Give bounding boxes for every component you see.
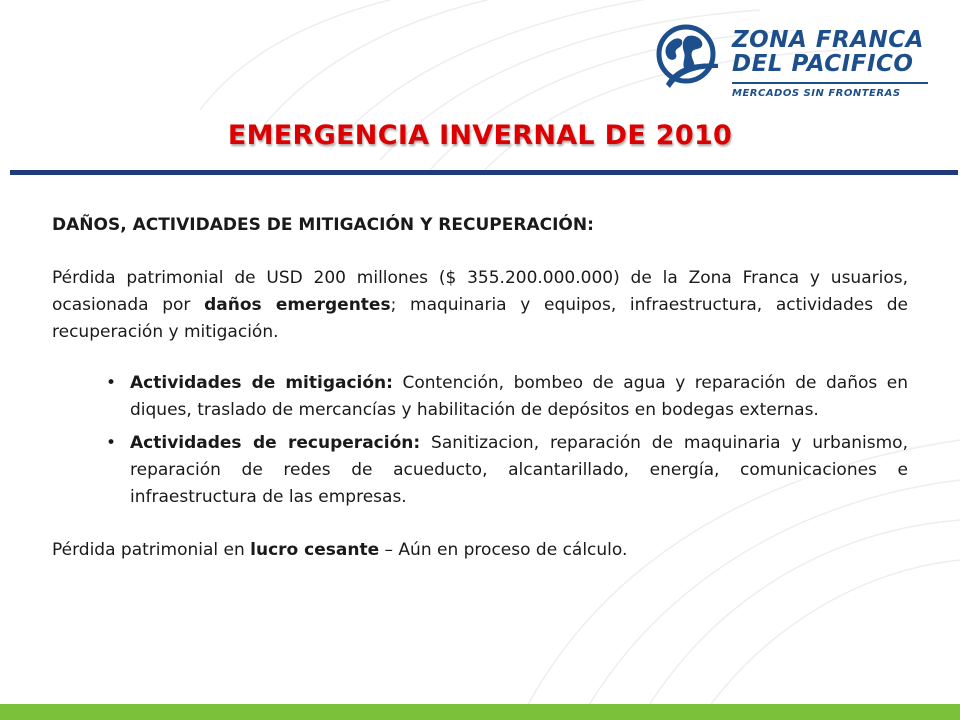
paragraph-text: Pérdida patrimonial de USD 200 millones ($ 355.200.000.000) de la Zona Franca y usuarios, ocasionada por [52, 268, 908, 315]
paragraph-text: Pérdida patrimonial en [52, 540, 251, 560]
slide-content [52, 208, 908, 564]
logo-line-2: DEL PACIFICO [732, 51, 914, 77]
paragraph-text: – Aún en proceso de cálculo. [379, 540, 628, 560]
list-item-mitigacion [106, 370, 908, 424]
paragraph-emphasis: daños emergentes [204, 295, 391, 315]
title-divider [10, 170, 958, 175]
footer-bar [0, 704, 960, 720]
activities-list [52, 370, 908, 511]
list-item-text: Sanitizacion, reparación de maquinaria y urbanismo, reparación de redes de acueducto, alcantarillado, energía, comunicaciones e infraestructura de las empresas. [130, 433, 908, 507]
logo-underline [732, 82, 928, 84]
list-item-recuperacion [106, 430, 908, 511]
page-title: EMERGENCIA INVERNAL DE 2010 [227, 120, 733, 151]
company-logo [652, 20, 932, 102]
globe-icon [652, 22, 724, 98]
list-item-text: Contención, bombeo de agua y reparación de daños en diques, traslado de mercancías y habilitación de depósitos en bodegas externas. [130, 373, 908, 420]
logo-text [732, 28, 928, 99]
paragraph-perdida-patrimonial [52, 265, 908, 346]
bullet-icon: • [106, 433, 117, 453]
section-heading: DAÑOS, ACTIVIDADES DE MITIGACIÓN Y RECUPERACIÓN: [52, 215, 594, 235]
paragraph-emphasis: lucro cesante [250, 540, 380, 560]
logo-line-1: ZONA FRANCA [732, 27, 924, 53]
logo-tagline: MERCADOS SIN FRONTERAS [732, 88, 901, 99]
bullet-icon: • [106, 373, 117, 393]
paragraph-text: ; maquinaria y equipos, infraestructura, actividades de recuperación y mitigación. [52, 295, 909, 342]
list-item-label: Actividades de mitigación: [130, 373, 393, 393]
paragraph-lucro-cesante [52, 537, 908, 564]
list-item-label: Actividades de recuperación: [130, 433, 421, 453]
